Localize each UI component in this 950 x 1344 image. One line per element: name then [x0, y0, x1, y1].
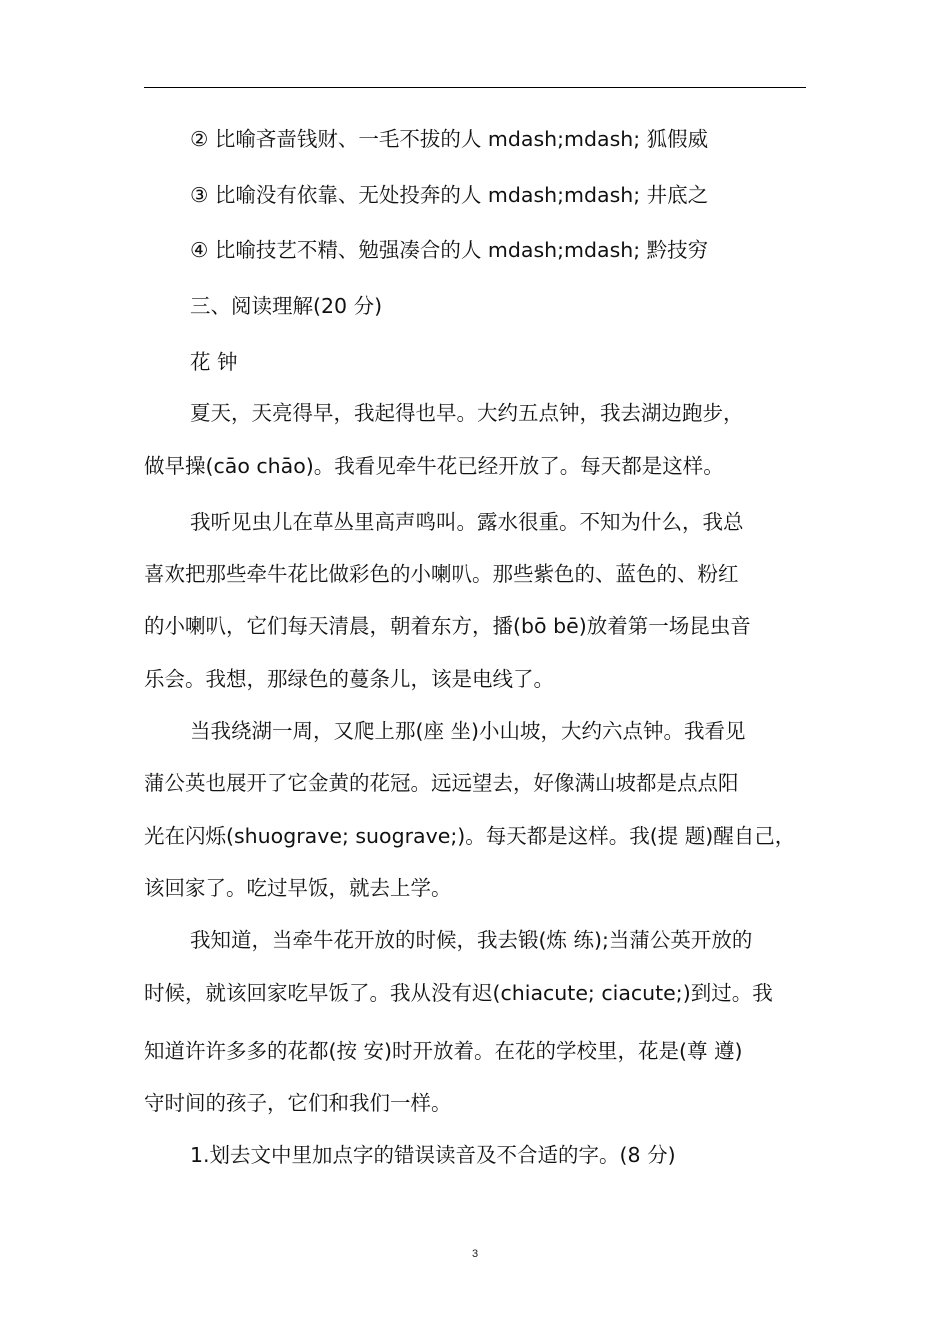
idiom-line: ② 比喻吝啬钱财、一毛不拔的人 mdash;mdash; 狐假威	[190, 127, 709, 151]
paragraph-line: 蒲公英也展开了它金黄的花冠。远远望去，好像满山坡都是点点阳	[144, 771, 739, 795]
paragraph-line: 做早操(cāo chāo)。我看见牵牛花已经开放了。每天都是这样。	[144, 454, 724, 478]
paragraph-line: 的小喇叭，它们每天清晨，朝着东方，播(bō bē)放着第一场昆虫音	[144, 614, 751, 638]
question-1: 1.划去文中里加点字的错误读音及不合适的字。(8 分)	[190, 1143, 676, 1167]
paragraph-line: 知道许许多多的花都(按 安)时开放着。在花的学校里，花是(尊 遵)	[144, 1039, 743, 1063]
paragraph-line: 当我绕湖一周，又爬上那(座 坐)小山坡，大约六点钟。我看见	[190, 719, 746, 743]
paragraph-line: 夏天，天亮得早，我起得也早。大约五点钟，我去湖边跑步，	[190, 401, 744, 425]
idiom-line: ④ 比喻技艺不精、勉强凑合的人 mdash;mdash; 黔技穷	[190, 238, 709, 262]
paragraph-line: 喜欢把那些牵牛花比做彩色的小喇叭。那些紫色的、蓝色的、粉红	[144, 562, 739, 586]
paragraph-line: 乐会。我想，那绿色的蔓条儿，该是电线了。	[144, 667, 554, 691]
page-number: 3	[471, 1248, 479, 1260]
paragraph-line: 我听见虫儿在草丛里高声鸣叫。露水很重。不知为什么，我总	[190, 510, 744, 534]
header-rule	[144, 87, 806, 88]
section-heading: 三、阅读理解(20 分)	[190, 294, 383, 318]
idiom-line: ③ 比喻没有依靠、无处投奔的人 mdash;mdash; 井底之	[190, 183, 709, 207]
story-title: 花 钟	[190, 350, 238, 374]
paragraph-line: 光在闪烁(shuograve; suograve;)。每天都是这样。我(提 题)醒自己，	[144, 824, 796, 848]
paragraph-line: 时候，就该回家吃早饭了。我从没有迟(chiacute; ciacute;)到过。我	[144, 981, 773, 1005]
paragraph-line: 我知道，当牵牛花开放的时候，我去锻(炼 练);当蒲公英开放的	[190, 928, 753, 952]
paragraph-line: 该回家了。吃过早饭，就去上学。	[144, 876, 452, 900]
paragraph-line: 守时间的孩子，它们和我们一样。	[144, 1091, 452, 1115]
